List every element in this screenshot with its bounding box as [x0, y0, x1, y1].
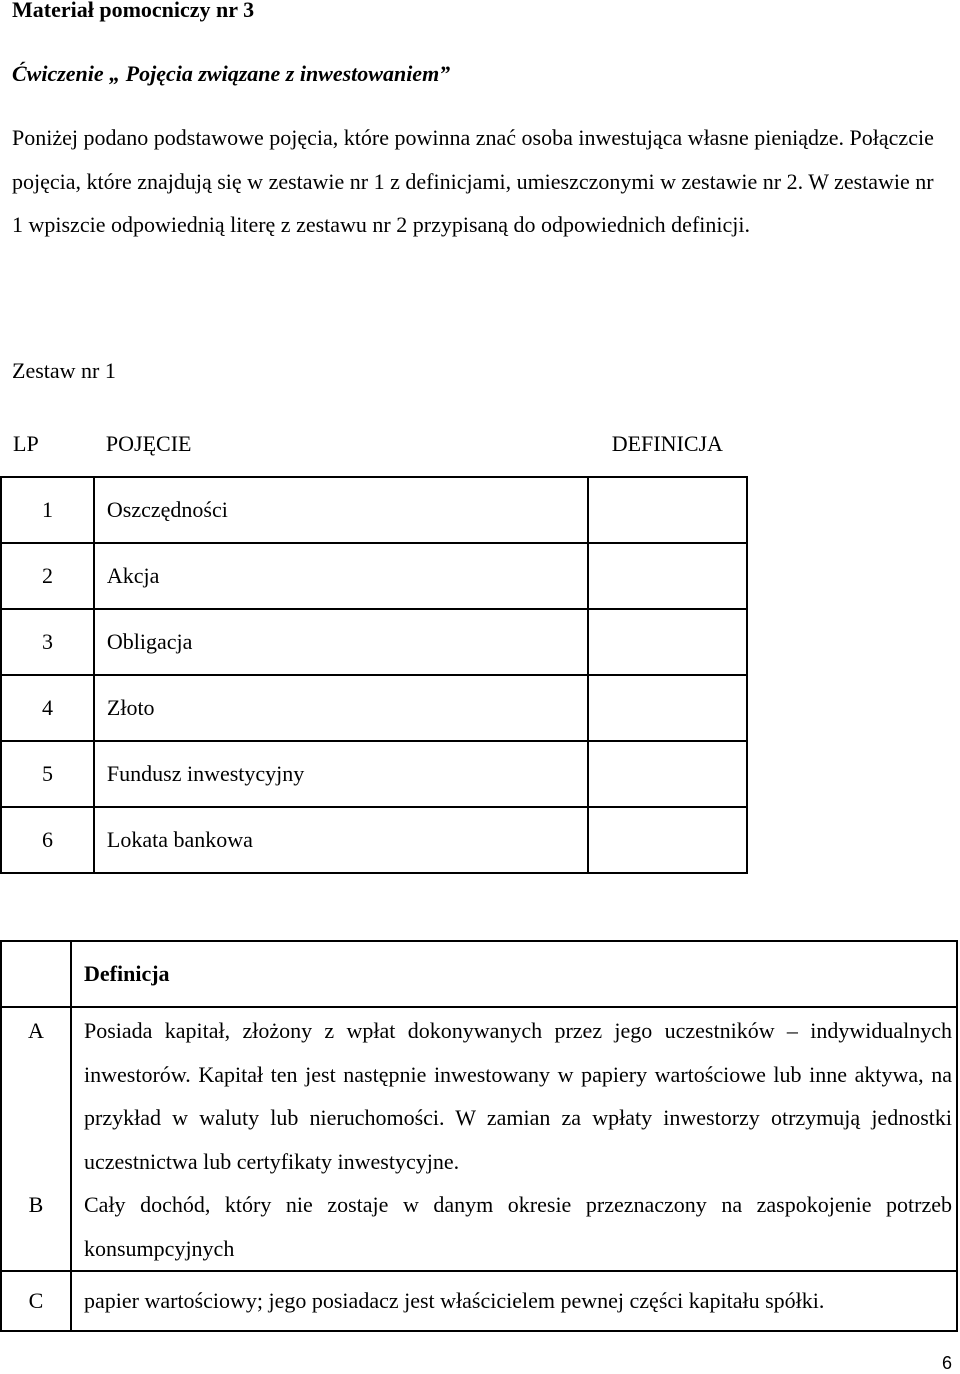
- set1-row-definition-cell[interactable]: [588, 477, 747, 543]
- set1-header-lp: LP: [13, 431, 39, 456]
- set2-row-text: papier wartościowy; jego posiadacz jest właścicielem pewnej części kapitału spółki.: [71, 1271, 957, 1331]
- set2-table: [0, 940, 958, 1332]
- set2-letter-text: A: [28, 1018, 44, 1043]
- set1-row-lp: 1: [1, 477, 94, 543]
- set1-row-definition-cell[interactable]: [588, 741, 747, 807]
- set1-row-concept: Fundusz inwestycyjny: [94, 741, 588, 807]
- set2-row-text: Posiada kapitał, złożony z wpłat dokonywanych przez jego uczestników – indywidualnych inwestorów. Kapitał ten jest następnie inwestowany w papiery wartościowe lub inne aktywa, na przykład w waluty lub nieruchomości. W zamian za wpłaty inwestorzy otrzymują jednostki uczestnictwa lub certyfikaty inwestycyjne.: [84, 1018, 952, 1174]
- set1-table: [0, 412, 748, 874]
- set1-row-lp: 5: [1, 741, 94, 807]
- set1-row: [1, 675, 747, 741]
- set1-header-row: [1, 412, 747, 477]
- set2-letter-text: C: [28, 1288, 44, 1313]
- set1-row-definition-cell[interactable]: [588, 807, 747, 873]
- set1-row: [1, 807, 747, 873]
- set1-header-concept: POJĘCIE: [105, 431, 192, 456]
- set1-row: [1, 543, 747, 609]
- set1-row-concept: Akcja: [94, 543, 588, 609]
- exercise-title: Ćwiczenie „ Pojęcia związane z inwestowaniem”: [12, 61, 451, 86]
- set1-row-concept: Obligacja: [94, 609, 588, 675]
- set1-row-concept: Oszczędności: [94, 477, 588, 543]
- set2-row-letter: [1, 1007, 71, 1183]
- material-title: Materiał pomocniczy nr 3: [12, 0, 255, 22]
- set1-title: Zestaw nr 1: [12, 358, 116, 383]
- set2-header-row: [1, 941, 957, 1007]
- intro-paragraph: Poniżej podano podstawowe pojęcia, które powinna znać osoba inwestująca własne pieniądze. Połączcie pojęcia, które znajdują się w zestawie nr 1 z definicjami, umieszczonymi w zestawie nr 2. W zestawie nr 1 wpiszcie odpowiednią literę z zestawu nr 2 przypisaną do odpowiednich definicji.: [12, 125, 934, 237]
- set1-row-definition-cell[interactable]: [588, 609, 747, 675]
- page-number: 6: [941, 1353, 952, 1373]
- set1-row: [1, 477, 747, 543]
- set1-header-definition: DEFINICJA: [611, 431, 723, 456]
- set2-row: [1, 1183, 957, 1271]
- set1-row-lp: 3: [1, 609, 94, 675]
- set1-row-definition-cell[interactable]: [588, 675, 747, 741]
- set1-row-lp: 2: [1, 543, 94, 609]
- set2-row-text: Cały dochód, który nie zostaje w danym okresie przeznaczony na zaspokojenie potrzeb konsumpcyjnych: [84, 1192, 952, 1261]
- set1-row-concept: Złoto: [94, 675, 588, 741]
- set2-letter-text: B: [28, 1192, 44, 1217]
- set2-row-letter: [1, 1183, 71, 1271]
- set2-header-definition: Definicja: [71, 941, 957, 1007]
- set1-row: [1, 609, 747, 675]
- set1-row-definition-cell[interactable]: [588, 543, 747, 609]
- set2-row: [1, 1271, 957, 1331]
- set1-row-concept: Lokata bankowa: [94, 807, 588, 873]
- set2-header-letter: [1, 941, 71, 1007]
- set1-row-lp: 6: [1, 807, 94, 873]
- set1-row-lp: 4: [1, 675, 94, 741]
- set2-row-letter: [1, 1271, 71, 1331]
- set1-row: [1, 741, 747, 807]
- set2-row: [1, 1007, 957, 1183]
